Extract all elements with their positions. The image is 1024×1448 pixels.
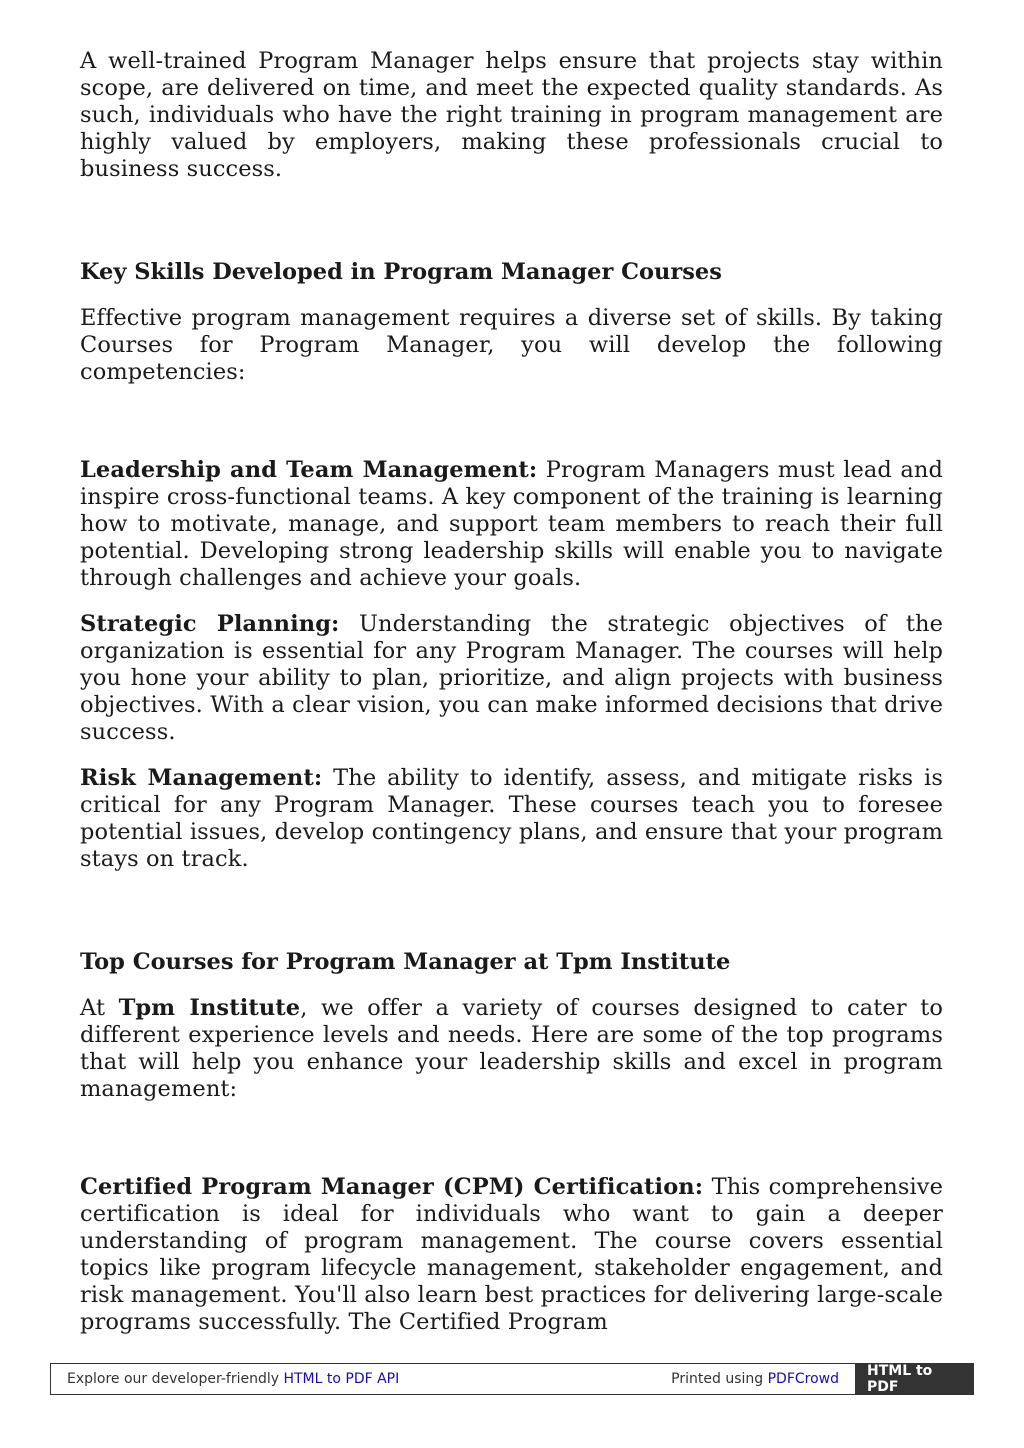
pdfcrowd-link[interactable]: PDFCrowd	[767, 1371, 839, 1387]
course-item-cpm	[80, 1174, 943, 1336]
html-to-pdf-badge[interactable]: HTML to PDF	[855, 1364, 973, 1394]
course-text: This comprehensive certification is ideal for individuals who want to gain a deeper understanding of program management. The course covers essential topics like program lifecycle management, stakeholder engagement, and risk management. You'll also learn best practices for delivering large-scale programs successfully. The Certified Program	[80, 1174, 943, 1335]
skill-title: Strategic Planning:	[80, 611, 340, 637]
section-heading-key-skills: Key Skills Developed in Program Manager Courses	[80, 259, 722, 285]
course-title: Certified Program Manager (CPM) Certification:	[80, 1174, 704, 1200]
footer-left: Explore our developer-friendly HTML to PDF API	[67, 1371, 400, 1387]
skill-text: The ability to identify, assess, and mitigate risks is critical for any Program Manager. These courses teach you to foresee potential issues, develop contingency plans, and ensure that your program stays on track.	[80, 765, 943, 872]
skill-title: Leadership and Team Management:	[80, 457, 538, 483]
html-to-pdf-api-link[interactable]: HTML to PDF API	[283, 1371, 400, 1387]
section-heading-top-courses: Top Courses for Program Manager at Tpm Institute	[80, 949, 731, 975]
skill-title: Risk Management:	[80, 765, 323, 791]
document-page	[80, 48, 943, 1355]
footer-middle: Printed using PDFCrowd	[671, 1371, 839, 1387]
skill-item-risk-management	[80, 765, 943, 873]
print-footer	[50, 1363, 974, 1395]
skill-text: Understanding the strategic objectives of the organization is essential for any Program Manager. The courses will help you hone your ability to plan, prioritize, and align projects with business objectives. With a clear vision, you can make informed decisions that drive success.	[80, 611, 944, 745]
section-lead-top-courses: At Tpm Institute, we offer a variety of courses designed to cater to different experience levels and needs. Here are some of the top programs that will help you enhance your leadership skills and excel in program management:	[80, 995, 943, 1102]
section-lead-key-skills: Effective program management requires a diverse set of skills. By taking Courses for Program Manager, you will develop the following competencies:	[80, 305, 943, 385]
skill-item-leadership	[80, 457, 943, 592]
skill-text: Program Managers must lead and inspire cross-functional teams. A key component of the training is learning how to motivate, manage, and support team members to reach their full potential. Developing strong leadership skills will enable you to navigate through challenges and achieve your goals.	[80, 457, 943, 591]
intro-paragraph: A well-trained Program Manager helps ensure that projects stay within scope, are delivered on time, and meet the expected quality standards. As such, individuals who have the right training in program management are highly valued by employers, making these professionals crucial to business success.	[80, 48, 943, 182]
skill-item-strategic-planning	[80, 611, 943, 746]
institute-name: Tpm Institute	[118, 995, 301, 1021]
